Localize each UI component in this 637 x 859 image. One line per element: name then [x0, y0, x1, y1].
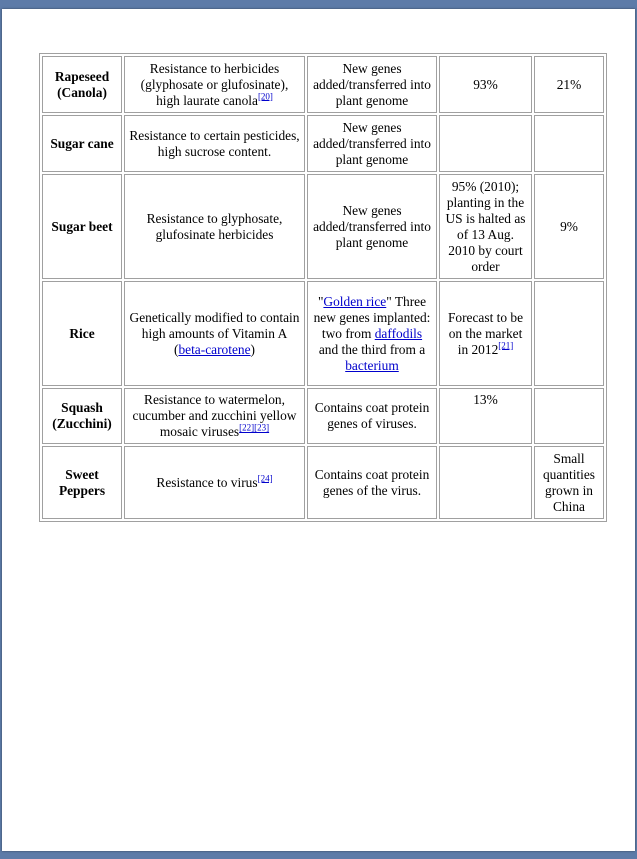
- trait-text: Resistance to virus: [156, 474, 258, 490]
- citation-link[interactable]: [20]: [257, 91, 273, 102]
- daffodils-link[interactable]: daffodils: [374, 325, 423, 341]
- world-share-text: Small quantities grown in China: [542, 450, 596, 514]
- crop-name: Peppers: [58, 482, 106, 498]
- method-cell: [307, 115, 437, 172]
- crop-name: Sweet: [65, 466, 99, 482]
- trait-text: Resistance to certain pesticides, high sucrose content.: [129, 127, 300, 159]
- crop-name: (Canola): [57, 84, 107, 100]
- citation-link[interactable]: [21]: [498, 340, 514, 351]
- trait-text: Genetically modified to contain high amounts of Vitamin A (: [129, 309, 300, 357]
- crop-cell: [42, 56, 122, 113]
- crop-name: Squash: [61, 400, 103, 415]
- us-share-cell: [439, 174, 532, 279]
- world-share-cell: [534, 446, 604, 519]
- table-row: [42, 446, 604, 519]
- golden-rice-link[interactable]: Golden rice: [323, 293, 387, 309]
- method-text: Contains coat protein genes of the virus.: [314, 466, 430, 498]
- world-share-text: 9%: [560, 218, 578, 234]
- citation-link[interactable]: [24]: [257, 473, 273, 484]
- trait-cell: [124, 281, 305, 386]
- us-share-cell: [439, 56, 532, 113]
- trait-cell: [124, 56, 305, 113]
- trait-text: Resistance to watermelon, cucumber and zucchini yellow mosaic viruses: [132, 392, 297, 439]
- trait-cell: [124, 174, 305, 279]
- trait-text-end: ): [250, 341, 256, 357]
- world-share-cell: [534, 115, 604, 172]
- trait-text: Resistance to herbicides (glyphosate or glufosinate), high laurate canola: [140, 60, 289, 108]
- crop-cell: [42, 281, 122, 386]
- method-cell: [307, 174, 437, 279]
- method-text: New genes added/transferred into plant genome: [313, 202, 431, 250]
- crop-cell: [42, 446, 122, 519]
- trait-cell: [124, 115, 305, 172]
- method-cell: [307, 388, 437, 444]
- trait-cell: [124, 388, 305, 444]
- crop-name: Rapeseed: [54, 68, 110, 84]
- crop-name: Sugar cane: [50, 135, 114, 151]
- trait-text: Resistance to glyphosate, glufosinate herbicides: [146, 210, 283, 242]
- method-cell: [307, 281, 437, 386]
- world-share-cell: [534, 174, 604, 279]
- us-share-text: 13%: [473, 392, 498, 407]
- world-share-cell: [534, 388, 604, 444]
- beta-carotene-link[interactable]: beta-carotene: [178, 341, 251, 357]
- us-share-text: 93%: [473, 76, 498, 92]
- table-row: [42, 388, 604, 444]
- world-share-cell: [534, 281, 604, 386]
- citation-link[interactable]: [22][23]: [239, 422, 270, 433]
- crop-name: Sugar beet: [51, 218, 113, 234]
- crop-cell: [42, 388, 122, 444]
- bacterium-link[interactable]: bacterium: [345, 357, 399, 373]
- us-share-cell: [439, 115, 532, 172]
- method-text: and the third from a: [318, 341, 426, 357]
- method-text: New genes added/transferred into plant genome: [313, 119, 431, 167]
- world-share-cell: [534, 56, 604, 113]
- trait-cell: [124, 446, 305, 519]
- crop-cell: [42, 174, 122, 279]
- us-share-cell: [439, 446, 532, 519]
- method-text: Contains coat protein genes of viruses.: [314, 400, 430, 431]
- table-row: [42, 115, 604, 172]
- method-cell: [307, 56, 437, 113]
- method-text: New genes added/transferred into plant genome: [313, 60, 431, 108]
- crop-name: (Zucchini): [52, 416, 112, 431]
- us-share-cell: [439, 281, 532, 386]
- open-quote: ": [317, 293, 324, 309]
- gm-crops-table: [39, 53, 607, 522]
- table-row: [42, 56, 604, 113]
- crop-cell: [42, 115, 122, 172]
- world-share-text: 21%: [556, 76, 582, 92]
- table-row: [42, 174, 604, 279]
- document-page: [2, 9, 635, 851]
- crop-name: Rice: [69, 325, 95, 341]
- us-share-text: 95% (2010); planting in the US is halted as of 13 Aug. 2010 by court order: [445, 178, 526, 274]
- table-row: [42, 281, 604, 386]
- us-share-text: Forecast to be on the market in 2012: [447, 309, 524, 357]
- us-share-cell: [439, 388, 532, 444]
- method-text: " Three new genes implanted: two from: [313, 293, 431, 341]
- method-cell: [307, 446, 437, 519]
